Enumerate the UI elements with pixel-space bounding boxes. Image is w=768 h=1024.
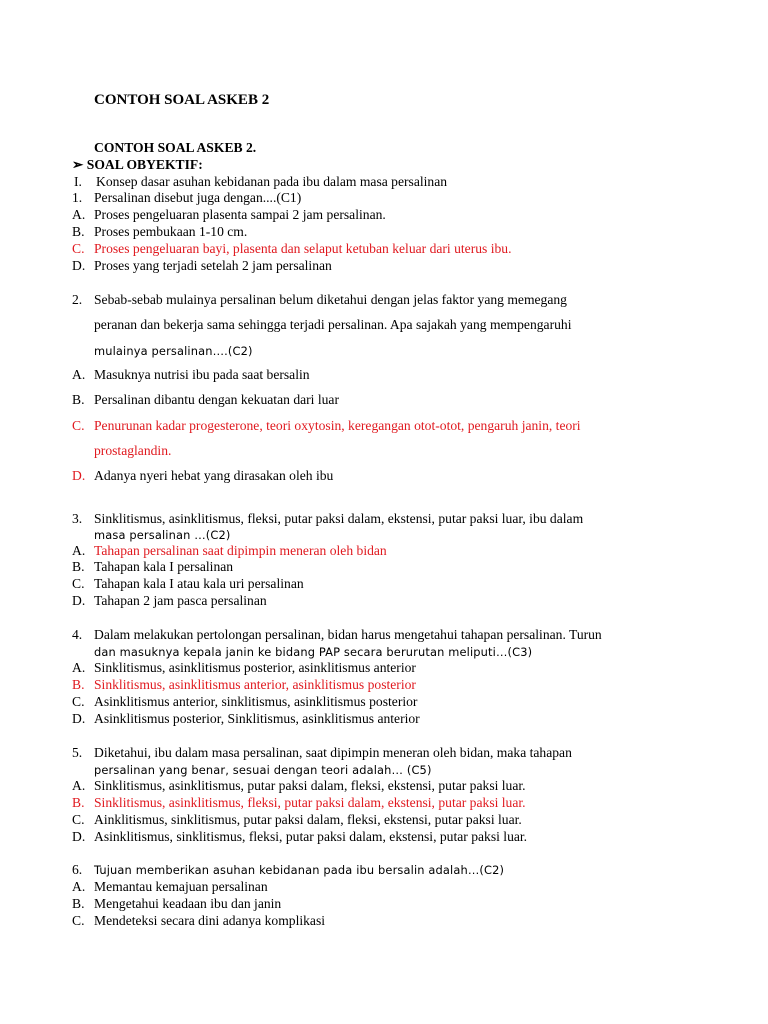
question-3-stem <box>72 511 583 527</box>
q2-option-d <box>72 468 333 484</box>
question-5-stem-line-2: persalinan yang benar, sesuai dengan teori adalah… (C5) <box>94 763 432 777</box>
question-number: 2. <box>72 292 83 307</box>
option-text: Mendeteksi secara dini adanya komplikasi <box>94 913 326 928</box>
question-3-stem-line-2: masa persalinan …(C2) <box>94 528 231 542</box>
question-text: Dalam melakukan pertolongan persalinan, bidan harus mengetahui tahapan persalinan. Turun <box>94 627 602 642</box>
option-letter: C. <box>72 694 85 709</box>
option-letter: B. <box>72 795 85 810</box>
question-text: Persalinan disebut juga dengan....(C1) <box>94 190 302 205</box>
option-text: Asinklitismus posterior, Sinklitismus, asinklitismus anterior <box>94 711 420 726</box>
roman-section <box>72 174 447 190</box>
q6-option-b <box>72 896 281 912</box>
question-number: 5. <box>72 745 83 760</box>
option-letter: C. <box>72 418 85 433</box>
question-4-stem-line-2: dan masuknya kepala janin ke bidang PAP secara berurutan meliputi…(C3) <box>94 645 533 659</box>
option-letter: A. <box>72 778 86 793</box>
option-letter: C. <box>72 241 85 256</box>
option-letter: B. <box>72 677 85 692</box>
option-letter: A. <box>72 543 86 558</box>
question-2-stem-line-3: mulainya persalinan….(C2) <box>94 344 253 358</box>
q5-option-a <box>72 778 526 794</box>
option-text: Asinklitismus anterior, sinklitismus, asinklitismus posterior <box>94 694 418 709</box>
question-1-stem <box>72 190 301 206</box>
document-title: CONTOH SOAL ASKEB 2 <box>94 92 270 108</box>
q2-option-b <box>72 392 339 408</box>
question-5-stem <box>72 745 572 761</box>
q4-option-c <box>72 694 417 710</box>
option-text: Sinklitismus, asinklitismus, fleksi, putar paksi dalam, ekstensi, putar paksi luar. <box>94 795 526 810</box>
option-text: Tahapan persalinan saat dipimpin meneran oleh bidan <box>94 543 387 558</box>
option-text: Sinklitismus, asinklitismus, putar paksi dalam, fleksi, ekstensi, putar paksi luar. <box>94 778 526 793</box>
option-text: Masuknya nutrisi ibu pada saat bersalin <box>94 367 310 382</box>
option-text: Memantau kemajuan persalinan <box>94 879 268 894</box>
question-number: 3. <box>72 511 83 526</box>
question-number: 6. <box>72 862 83 877</box>
q4-option-b-correct <box>72 677 416 693</box>
q4-option-d <box>72 711 420 727</box>
question-2-stem <box>72 292 567 308</box>
question-4-stem <box>72 627 602 643</box>
question-2-stem-line-2: peranan dan bekerja sama sehingga terjadi persalinan. Apa sajakah yang mempengaruhi <box>94 317 572 332</box>
q3-option-b <box>72 559 233 575</box>
question-text: Diketahui, ibu dalam masa persalinan, saat dipimpin meneran oleh bidan, maka tahapan <box>94 745 572 760</box>
question-text: Tujuan memberikan asuhan kebidanan pada ibu bersalin adalah…(C2) <box>94 863 505 877</box>
option-text: Ainklitismus, sinklitismus, putar paksi dalam, fleksi, ekstensi, putar paksi luar. <box>94 812 522 827</box>
q3-option-c <box>72 576 304 592</box>
option-text: Penurunan kadar progesterone, teori oxytosin, keregangan otot-otot, pengaruh janin, teori <box>94 418 581 433</box>
question-text: Sebab-sebab mulainya persalinan belum diketahui dengan jelas faktor yang memegang <box>94 292 567 307</box>
option-letter: D. <box>72 711 86 726</box>
q3-option-a-correct <box>72 543 387 559</box>
option-letter: A. <box>72 367 86 382</box>
q6-option-c <box>72 913 325 929</box>
question-number: 4. <box>72 627 83 642</box>
option-letter: C. <box>72 812 85 827</box>
q2-option-a <box>72 367 310 383</box>
q2-option-c-continuation: prostaglandin. <box>94 443 172 458</box>
option-letter: B. <box>72 559 85 574</box>
q1-option-a <box>72 207 386 223</box>
option-text: Proses pengeluaran plasenta sampai 2 jam persalinan. <box>94 207 386 222</box>
roman-marker: I. <box>74 174 82 189</box>
option-letter: C. <box>72 576 85 591</box>
section-heading <box>72 157 203 173</box>
q5-option-c <box>72 812 522 828</box>
option-text: Mengetahui keadaan ibu dan janin <box>94 896 282 911</box>
q1-option-c-correct <box>72 241 512 257</box>
q3-option-d <box>72 593 267 609</box>
option-letter: A. <box>72 207 86 222</box>
option-letter: A. <box>72 879 86 894</box>
option-text: Persalinan dibantu dengan kekuatan dari luar <box>94 392 339 407</box>
document-subtitle: CONTOH SOAL ASKEB 2. <box>94 140 257 155</box>
option-text: Proses yang terjadi setelah 2 jam persalinan <box>94 258 332 273</box>
q5-option-d <box>72 829 527 845</box>
section-heading-text: SOAL OBYEKTIF: <box>86 157 203 172</box>
roman-section-text: Konsep dasar asuhan kebidanan pada ibu dalam masa persalinan <box>96 174 448 189</box>
q4-option-a <box>72 660 416 676</box>
option-letter: D. <box>72 258 86 273</box>
q1-option-d <box>72 258 332 274</box>
question-text: Sinklitismus, asinklitismus, fleksi, putar paksi dalam, ekstensi, putar paksi luar, ibu dalam <box>94 511 584 526</box>
option-text: Adanya nyeri hebat yang dirasakan oleh ibu <box>94 468 334 483</box>
q6-option-a <box>72 879 268 895</box>
option-text: Proses pengeluaran bayi, plasenta dan selaput ketuban keluar dari uterus ibu. <box>94 241 512 256</box>
option-letter: D. <box>72 829 86 844</box>
option-letter: C. <box>72 913 85 928</box>
option-text: Sinklitismus, asinklitismus anterior, asinklitismus posterior <box>94 677 416 692</box>
q1-option-b <box>72 224 247 240</box>
option-letter: D. <box>72 593 86 608</box>
option-letter: D. <box>72 468 86 483</box>
option-text: Sinklitismus, asinklitismus posterior, asinklitismus anterior <box>94 660 416 675</box>
option-letter: A. <box>72 660 86 675</box>
option-text: Asinklitismus, sinklitismus, fleksi, putar paksi dalam, ekstensi, putar paksi luar. <box>94 829 528 844</box>
option-text: Tahapan 2 jam pasca persalinan <box>94 593 267 608</box>
q2-option-c-correct <box>72 418 581 434</box>
option-text: Proses pembukaan 1-10 cm. <box>94 224 248 239</box>
option-text: Tahapan kala I persalinan <box>94 559 234 574</box>
q5-option-b-correct <box>72 795 526 811</box>
question-number: 1. <box>72 190 83 205</box>
option-text: Tahapan kala I atau kala uri persalinan <box>94 576 304 591</box>
option-letter: B. <box>72 392 85 407</box>
option-letter: B. <box>72 896 85 911</box>
arrow-bullet-icon: ➢ <box>72 157 84 172</box>
option-letter: B. <box>72 224 85 239</box>
question-6-stem <box>72 862 504 878</box>
